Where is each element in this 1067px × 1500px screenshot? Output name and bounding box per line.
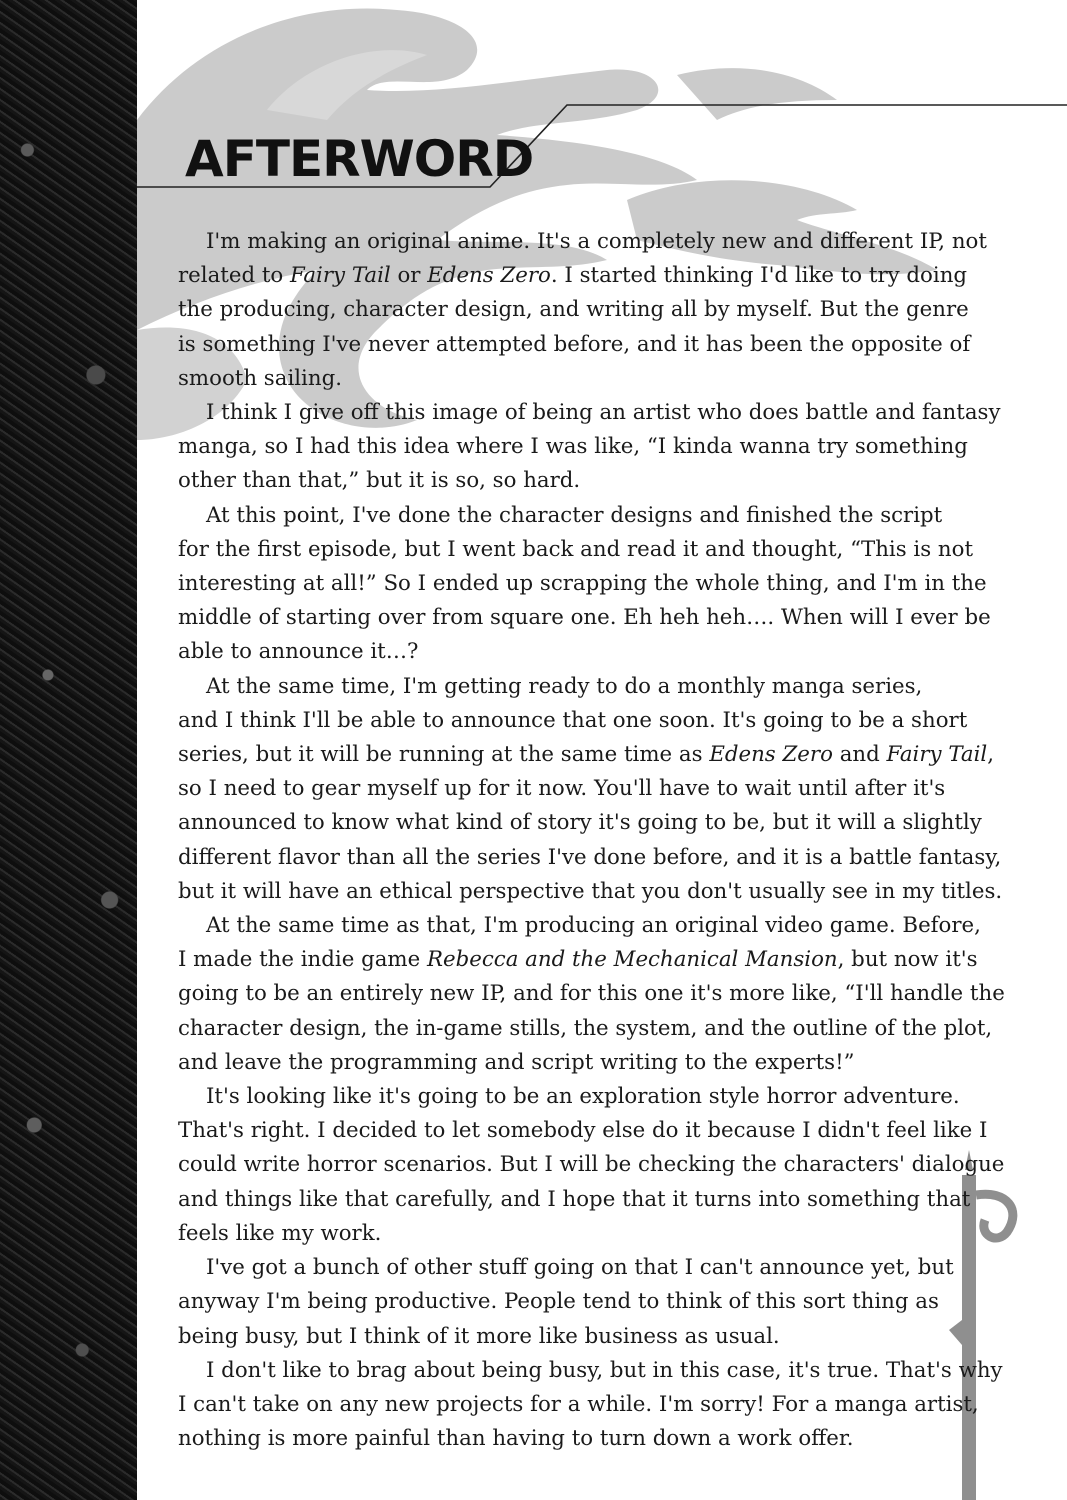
text-run: and I think I'll be able to announce that one soon. It's going to be a short — [178, 707, 968, 733]
text-run: series, but it will be running at the same time as — [178, 742, 710, 768]
text-line — [178, 362, 968, 396]
text-line — [178, 1388, 979, 1422]
text-run: I can't take on any new projects for a while. I'm sorry! For a manga artist, — [178, 1391, 979, 1417]
text-line — [178, 259, 968, 293]
text-line — [178, 1148, 1005, 1182]
text-run: could write horror scenarios. But I will be checking the characters' dialogue — [178, 1152, 1005, 1178]
paragraph — [178, 1251, 968, 1354]
text-line — [178, 293, 968, 327]
text-line — [178, 1320, 968, 1354]
text-run: so I need to gear myself up for it now. You'll have to wait until after it's — [178, 776, 946, 802]
paragraph — [178, 670, 1003, 909]
text-run: . I started thinking I'd like to try doing — [550, 263, 968, 289]
text-run: anyway I'm being productive. People tend to think of this sort thing as — [178, 1289, 939, 1315]
text-line — [178, 328, 971, 362]
text-line — [178, 1422, 968, 1456]
text-run: smooth sailing. — [178, 365, 342, 391]
text-run: for the first episode, but I went back and read it and thought, “This is not — [178, 536, 974, 562]
text-run: At the same time, I'm getting ready to do a monthly manga series, — [206, 673, 923, 699]
text-run: feels like my work. — [178, 1220, 382, 1246]
text-line — [178, 225, 987, 259]
italic-title: Edens Zero — [709, 742, 833, 768]
text-line — [178, 977, 1005, 1011]
text-run: That's right. I decided to let somebody else do it because I didn't feel like I — [178, 1118, 988, 1144]
text-line — [178, 909, 981, 943]
paragraph — [178, 1354, 1003, 1457]
text-run: I'm making an original anime. It's a completely new and different IP, not — [206, 229, 987, 254]
text-run: I don't like to brag about being busy, but in this case, it's true. That's why — [206, 1357, 1003, 1383]
text-line — [178, 430, 968, 464]
text-line — [178, 772, 968, 806]
text-run: going to be an entirely new IP, and for this one it's more like, “I'll handle the — [178, 981, 1005, 1007]
text-line — [178, 738, 994, 772]
text-run: character design, the in-game stills, the system, and the outline of the plot, — [178, 1015, 993, 1041]
text-run: nothing is more painful than having to turn down a work offer. — [178, 1426, 854, 1452]
afterword-body — [178, 225, 1005, 1456]
text-run: , — [987, 742, 994, 768]
paragraph — [178, 909, 1005, 1080]
text-line — [178, 806, 982, 840]
paragraph — [178, 1080, 1005, 1251]
italic-title: Edens Zero — [427, 263, 551, 289]
page-title: AFTERWORD — [185, 130, 534, 188]
text-run: , but now it's — [837, 947, 978, 973]
text-run: but it will have an ethical perspective that you don't usually see in my titles. — [178, 878, 1003, 904]
paragraph — [178, 225, 987, 396]
text-run: able to announce it…? — [178, 639, 419, 665]
text-run: interesting at all!” So I ended up scrapping the whole thing, and I'm in the — [178, 571, 987, 597]
text-line — [178, 704, 968, 738]
text-line — [178, 1354, 1003, 1388]
text-line — [178, 875, 1003, 909]
text-line — [178, 567, 987, 601]
text-line — [178, 396, 1001, 430]
paragraph — [178, 396, 1001, 499]
text-line — [178, 635, 968, 669]
text-run: At the same time as that, I'm producing an original video game. Before, — [206, 913, 981, 939]
italic-title: Fairy Tail — [886, 742, 988, 768]
text-line — [178, 1285, 968, 1319]
text-line — [178, 1217, 968, 1251]
text-run: or — [390, 263, 428, 289]
text-line — [178, 601, 991, 635]
text-line — [178, 1046, 968, 1080]
text-run: I've got a bunch of other stuff going on that I can't announce yet, but — [206, 1255, 954, 1281]
paragraph — [178, 499, 991, 670]
text-line — [178, 533, 974, 567]
text-line — [178, 1251, 968, 1285]
italic-title: Fairy Tail — [290, 263, 391, 289]
text-line — [178, 1114, 988, 1148]
text-run: the producing, character design, and writing all by myself. But the genre — [178, 297, 969, 323]
text-run: other than that,” but it is so, so hard. — [178, 468, 581, 494]
text-run: is something I've never attempted before, and it has been the opposite of — [178, 331, 971, 357]
text-run: I think I give off this image of being an artist who does battle and fantasy — [206, 400, 1001, 426]
text-run: and — [832, 742, 887, 768]
text-run: It's looking like it's going to be an exploration style horror adventure. — [206, 1084, 960, 1110]
text-line — [178, 1012, 993, 1046]
text-line — [178, 841, 1002, 875]
text-line — [178, 464, 968, 498]
text-run: announced to know what kind of story it's going to be, but it will a slightly — [178, 810, 982, 836]
text-run: I made the indie game — [178, 947, 427, 973]
text-run: and things like that carefully, and I hope that it turns into something that — [178, 1186, 971, 1212]
text-run: At this point, I've done the character designs and finished the script — [206, 502, 943, 528]
text-run: middle of starting over from square one. Eh heh heh…. When will I ever be — [178, 605, 991, 631]
text-line — [178, 499, 968, 533]
text-line — [178, 943, 978, 977]
text-run: and leave the programming and script writing to the experts!” — [178, 1049, 855, 1075]
text-run: being busy, but I think of it more like business as usual. — [178, 1323, 780, 1349]
text-run: different flavor than all the series I've done before, and it is a battle fantasy, — [178, 844, 1002, 870]
text-run: related to — [178, 263, 291, 289]
text-line — [178, 670, 968, 704]
italic-title: Rebecca and the Mechanical Mansion — [426, 947, 838, 973]
text-line — [178, 1183, 971, 1217]
left-texture-strip — [0, 0, 137, 1500]
text-run: manga, so I had this idea where I was like, “I kinda wanna try something — [178, 434, 968, 460]
text-line — [178, 1080, 968, 1114]
